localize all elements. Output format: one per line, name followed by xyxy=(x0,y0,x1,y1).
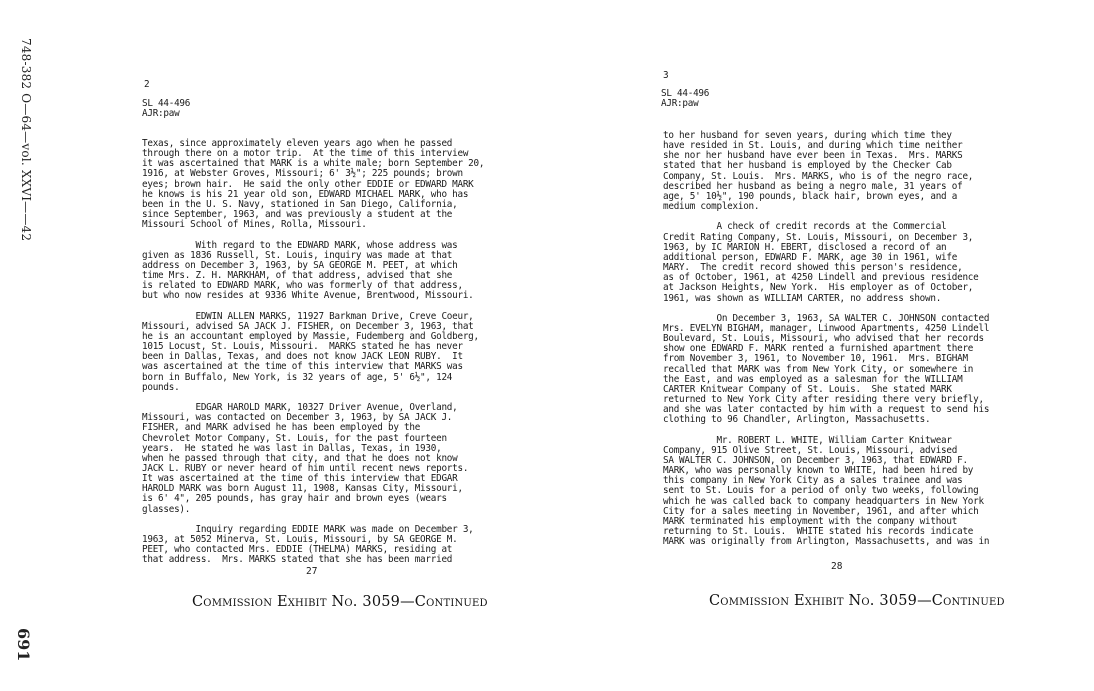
left-page-number: 2 xyxy=(144,79,150,90)
left-file-reference: SL 44-496 xyxy=(142,98,191,109)
margin-volume-line: 748-382 O—64—vol. XXVI——42 xyxy=(19,38,33,242)
right-page-number: 3 xyxy=(663,70,669,81)
right-file-reference: SL 44-496 xyxy=(661,88,710,99)
left-typist-initials: AJR:paw xyxy=(142,108,180,119)
right-typist-initials: AJR:paw xyxy=(661,98,699,109)
left-folio-number: 27 xyxy=(306,566,318,577)
right-document-page xyxy=(645,0,1045,691)
margin-page-number: 691 xyxy=(14,628,33,662)
right-folio-number: 28 xyxy=(831,561,843,572)
right-body-text: to her husband for seven years, during which time they have resided in St. Louis, and during which time neither she nor her husband have ever been in Texas. Mrs. MARKS stated that her husband is employed by the Checker Cab Company, St. Louis. Mrs. MARKS, who is of the negro race, described her husband as being a negro male, 31 years of age, 5' 10½", 190 pounds, black hair, brown eyes, and a medium complexion. A check of credit records at the Commercial Credit Rating Company, St. Louis, Missouri, on December 3, 1963, by IC MARION H. EBERT, disclosed a record of an additional person, EDWARD F. MARK, age 30 in 1961, wife MARY. The credit record showed this person's residence, as of October, 1961, at 4250 Lindell and previous residence at Jackson Heights, New York. His employer as of October, 1961, was shown as WILLIAM CARTER, no address shown. On December 3, 1963, SA WALTER C. JOHNSON contacted Mrs. EVELYN BIGHAM, manager, Linwood Apartments, 4250 Lindell Boulevard, St. Louis, Missouri, who advised that her records show one EDWARD F. MARK rented a furnished apartment there from November 3, 1961, to November 10, 1961. Mrs. BIGHAM recalled that MARK was from New York City, or somewhere in the East, and was employed as a salesman for the WILLIAM CARTER Knitwear Company of St. Louis. She stated MARK returned to New York City after residing there very briefly, and she was later contacted by him with a request to send his clothing to 96 Chandler, Arlington, Massachusetts. Mr. ROBERT L. WHITE, William Carter Knitwear Company, 915 Olive Street, St. Louis, Missouri, advised SA WALTER C. JOHNSON, on December 3, 1963, that EDWARD F. MARK, who was personally known to WHITE, had been hired by this company in New York City as a sales trainee and was sent to St. Louis for a period of only two weeks, following which he was called back to company headquarters in New York City for a sales meeting in November, 1961, and after which MARK terminated his employment with the company without returning to St. Louis. WHITE stated his records indicate MARK was originally from Arlington, Massachusetts, and was in xyxy=(663,130,990,548)
left-document-page xyxy=(130,0,500,691)
left-body-text: Texas, since approximately eleven years ago when he passed through there on a motor trip. At the time of this interview it was ascertained that MARK is a white male; born September 20, 1916, at Webster Groves, Missouri; 6' 3½"; 225 pounds; brown eyes; brown hair. He said the only other EDDIE or EDWARD MARK he knows is his 21 year old son, EDWARD MICHAEL MARK, who has been in the U. S. Navy, stationed in San Diego, California, since September, 1963, and was previously a student at the Missouri School of Mines, Rolla, Missouri. With regard to the EDWARD MARK, whose address was given as 1836 Russell, St. Louis, inquiry was made at that address on December 3, 1963, by SA GEORGE M. PEET, at which time Mrs. Z. H. MARKHAM, of that address, advised that she is related to EDWARD MARK, who was formerly of that address, but who now resides at 9336 White Avenue, Brentwood, Missouri. EDWIN ALLEN MARKS, 11927 Barkman Drive, Creve Coeur, Missouri, advised SA JACK J. FISHER, on December 3, 1963, that he is an accountant employed by Massie, Fudemberg and Goldberg, 1015 Locust, St. Louis, Missouri. MARKS stated he has never been in Dallas, Texas, and does not know JACK LEON RUBY. It was ascertained at the time of this interview that MARKS was born in Buffalo, New York, is 32 years of age, 5' 6½", 124 pounds. EDGAR HAROLD MARK, 10327 Driver Avenue, Overland, Missouri, was contacted on December 3, 1963, by SA JACK J. FISHER, and MARK advised he has been employed by the Chevrolet Motor Company, St. Louis, for the past fourteen years. He stated he was last in Dallas, Texas, in 1930, when he passed through that city, and that he does not know JACK L. RUBY or never heard of him until recent news reports. It was ascertained at the time of this interview that EDGAR HAROLD MARK was born August 11, 1908, Kansas City, Missouri, is 6' 4", 205 pounds, has gray hair and brown eyes (wears glasses). Inquiry regarding EDDIE MARK was made on December 3, 1963, at 5052 Minerva, St. Louis, Missouri, by SA GEORGE M. PEET, who contacted Mrs. EDDIE (THELMA) MARKS, residing at that address. Mrs. MARKS stated that she has been married xyxy=(142,138,485,566)
right-exhibit-caption: Commission Exhibit No. 3059—Continued xyxy=(709,593,1005,609)
left-exhibit-caption: Commission Exhibit No. 3059—Continued xyxy=(192,594,488,610)
